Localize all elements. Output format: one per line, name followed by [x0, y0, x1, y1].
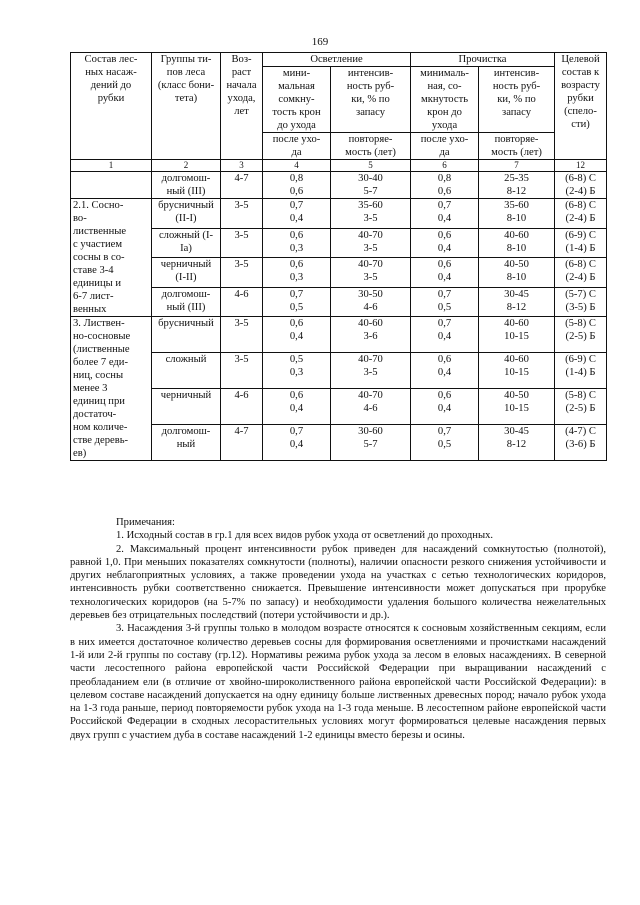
forest-type-cell	[152, 389, 221, 425]
header-composition-line: дений до	[90, 80, 132, 91]
closure-pr-cell-line: 0,7	[437, 318, 452, 329]
closure-pr-cell-line: 0,7	[437, 426, 452, 437]
forest-type-cell	[152, 258, 221, 288]
composition-cell-line: ном количе-	[73, 422, 128, 433]
composition-cell-line: единицы и	[73, 278, 122, 289]
composition-cell-line: ставе 3-4	[73, 265, 114, 276]
target-composition-cell	[555, 258, 607, 288]
forest-type-cell-line: ный (III)	[166, 301, 206, 313]
intensity-osv-cell-line: 3-5	[363, 272, 378, 283]
target-composition-cell-line: (3-5) Б	[565, 301, 596, 313]
composition-cell-line: достаточ-	[73, 409, 117, 420]
intensity-pr-cell-line: 10-15	[504, 403, 529, 414]
closure-osv-cell-line: 0,5	[289, 301, 304, 313]
forest-type-cell	[152, 199, 221, 229]
closure-pr-cell-line: 0,6	[437, 354, 452, 365]
target-composition-cell-line: (3-6) Б	[565, 439, 596, 450]
header-min-closure-pr-line: ная, со-	[427, 81, 462, 92]
intensity-osv-cell-line: 40-70	[358, 259, 383, 270]
closure-osv-cell	[263, 389, 331, 425]
forest-type-cell-line: (II-I)	[175, 213, 197, 224]
table-row	[71, 258, 607, 288]
target-composition-cell	[555, 317, 607, 353]
composition-cell-line: более 7 еди-	[73, 357, 128, 368]
header-forest-type-line: тета)	[174, 93, 198, 104]
intensity-pr-cell-line: 40-50	[504, 259, 529, 270]
closure-pr-cell-line: 0,5	[437, 301, 452, 313]
intensity-osv-cell	[331, 172, 411, 199]
intensity-osv-cell-line: 35-60	[358, 200, 383, 211]
composition-cell-line: с участием	[73, 239, 123, 250]
intensity-osv-cell-line: 30-50	[358, 288, 383, 300]
forest-type-cell-line: черничный	[160, 390, 212, 401]
header-target-composition-line: рубки	[567, 93, 594, 104]
column-number: 7	[479, 160, 555, 172]
intensity-pr-cell	[479, 389, 555, 425]
closure-osv-cell-line: 0,4	[289, 439, 304, 450]
table-row	[71, 287, 607, 317]
closure-pr-cell	[411, 287, 479, 317]
intensity-osv-cell-line: 3-6	[363, 331, 378, 342]
table-row	[71, 353, 607, 389]
age-cell: 3-5	[221, 228, 263, 258]
header-age-line: лет	[234, 106, 249, 117]
intensity-osv-cell	[331, 425, 411, 461]
forest-type-cell-line: ный (III)	[166, 186, 206, 197]
header-target-composition-line: Целевой	[561, 54, 600, 65]
header-prochistka: Прочистка	[411, 53, 555, 67]
closure-osv-cell-line: 0,8	[289, 173, 304, 184]
intensity-pr-cell	[479, 258, 555, 288]
target-composition-cell-line: (1-4) Б	[565, 242, 596, 254]
closure-pr-cell-line: 0,7	[437, 200, 452, 211]
closure-pr-cell	[411, 172, 479, 199]
intensity-osv-cell-line: 3-5	[363, 367, 378, 378]
table-row	[71, 389, 607, 425]
composition-cell-line: 6-7 лист-	[73, 291, 114, 302]
target-composition-cell	[555, 425, 607, 461]
intensity-pr-cell-line: 40-60	[504, 229, 529, 241]
intensity-pr-cell-line: 10-15	[504, 331, 529, 342]
closure-osv-cell-line: 0,7	[289, 426, 304, 437]
header-forest-type	[152, 53, 221, 160]
intensity-osv-cell	[331, 258, 411, 288]
target-composition-cell	[555, 389, 607, 425]
intensity-pr-cell	[479, 317, 555, 353]
composition-cell-line: менее 3	[73, 383, 108, 394]
closure-pr-cell-line: 0,4	[437, 242, 452, 254]
header-intensity-osv-line: запасу	[356, 107, 385, 118]
intensity-osv-cell-line: 5-7	[363, 439, 378, 450]
closure-osv-cell	[263, 172, 331, 199]
age-cell: 4-6	[221, 287, 263, 317]
forest-type-cell	[152, 287, 221, 317]
target-composition-cell-line: (6-9) С	[565, 229, 596, 241]
header-min-closure-pr-line: минималь-	[420, 68, 469, 79]
header-min-closure-pr-line: ухода	[431, 120, 458, 131]
intensity-osv-cell	[331, 287, 411, 317]
header-target-composition	[555, 53, 607, 160]
column-number: 12	[555, 160, 607, 172]
closure-osv-cell-line: 0,4	[289, 403, 304, 414]
intensity-pr-cell-line: 30-45	[504, 288, 529, 300]
header-intensity-pr-line: интенсив-	[493, 68, 540, 79]
closure-osv-cell	[263, 317, 331, 353]
closure-pr-cell-line: 0,6	[437, 259, 452, 270]
closure-osv-cell-line: 0,3	[289, 272, 304, 283]
target-composition-cell	[555, 172, 607, 199]
note-3: 3. Насаждения 3-й группы только в молодом возрасте относятся к сосновым хозяйственным секциям, если в них имеется достаточное количество деревьев сосны для формирования осветлениями и прочистками насаждений 1-й или 2-й группы по составу (гр.12). Нормативы режима рубок ухода за лесом в еловых насаждениях. В северной части лесостепного района европейской части Российской Федерации при выращивании насаждений с преобладанием ели (в отличие от хвойно-широколиственного района европейской части Российской Федерации): в целевом составе насаждений допускается на одну единицу больше лиственных древесных пород; начало рубок ухода на 1-3 года раньше, период повторяемости рубок ухода на 1-3 года меньше. В лесостепном районе европейской части Российской Федерации в сходных лесорастительных условиях могут формироваться целевые насаждения первых двух групп с участием дуба в составе насаждений 1-2 единицы вместо березы и осины.	[70, 623, 606, 741]
target-composition-cell	[555, 287, 607, 317]
closure-pr-cell-line: 0,4	[437, 272, 452, 283]
composition-cell	[71, 172, 152, 199]
header-after-pr	[411, 133, 479, 160]
intensity-osv-cell-line: 40-70	[358, 229, 383, 241]
table-row	[71, 199, 607, 229]
intensity-pr-cell-line: 40-50	[504, 390, 529, 401]
column-number: 3	[221, 160, 263, 172]
forest-type-cell-line: ный	[176, 439, 196, 450]
intensity-pr-cell-line: 8-12	[506, 186, 527, 197]
composition-cell	[71, 199, 152, 317]
intensity-pr-cell-line: 8-10	[506, 242, 527, 254]
forest-type-cell-line: Ia)	[180, 242, 192, 254]
closure-osv-cell-line: 0,5	[289, 354, 304, 365]
column-number: 1	[71, 160, 152, 172]
header-composition-line: ных насаж-	[85, 67, 137, 78]
closure-pr-cell-line: 0,5	[437, 439, 452, 450]
intensity-osv-cell-line: 40-70	[358, 390, 383, 401]
target-composition-cell-line: (2-4) Б	[565, 186, 596, 197]
closure-pr-cell-line: 0,6	[437, 186, 452, 197]
age-cell: 4-7	[221, 172, 263, 199]
forest-type-cell-line: долгомош-	[161, 173, 211, 184]
header-repeat-osv-line: мость (лет)	[345, 147, 396, 158]
composition-cell-line: единиц при	[73, 396, 125, 407]
closure-pr-cell	[411, 425, 479, 461]
composition-cell-line: 3. Листвен-	[73, 318, 125, 329]
forest-type-cell	[152, 172, 221, 199]
closure-osv-cell	[263, 258, 331, 288]
forest-type-cell	[152, 228, 221, 258]
intensity-pr-cell-line: 35-60	[504, 200, 529, 211]
closure-pr-cell-line: 0,4	[437, 213, 452, 224]
closure-osv-cell	[263, 425, 331, 461]
header-after-osv-line: да	[291, 147, 302, 158]
header-target-composition-line: состав к	[561, 67, 600, 78]
forest-type-cell-line: сложный	[165, 354, 207, 365]
intensity-pr-cell-line: 8-10	[506, 272, 527, 283]
intensity-osv-cell-line: 30-40	[358, 173, 383, 184]
closure-pr-cell-line: 0,4	[437, 331, 452, 342]
header-min-closure-pr-line: крон до	[427, 107, 462, 118]
column-numbers-row	[71, 160, 607, 172]
header-target-composition-line: (спело-	[564, 106, 597, 117]
forest-type-cell-line: долгомош-	[161, 288, 211, 300]
intensity-osv-cell-line: 40-60	[358, 318, 383, 329]
intensity-pr-cell-line: 8-10	[506, 213, 527, 224]
target-composition-cell-line: (6-9) С	[565, 354, 596, 365]
silviculture-table	[70, 52, 607, 461]
target-composition-cell-line: (5-7) С	[565, 288, 596, 300]
notes	[70, 516, 606, 742]
header-min-closure-osv-line: сомкну-	[278, 94, 315, 105]
header-age-line: раст	[231, 67, 252, 78]
closure-osv-cell	[263, 228, 331, 258]
header-min-closure-pr	[411, 67, 479, 133]
header-forest-type-line: Группы ти-	[160, 54, 212, 65]
forest-type-cell	[152, 425, 221, 461]
header-age-line: Воз-	[231, 54, 252, 65]
intensity-pr-cell	[479, 287, 555, 317]
column-number: 5	[331, 160, 411, 172]
composition-cell-line: лиственные	[73, 226, 127, 237]
target-composition-cell-line: (1-4) Б	[565, 367, 596, 378]
header-min-closure-osv-line: до ухода	[277, 120, 316, 131]
composition-cell-line: но-сосновые	[73, 331, 131, 342]
target-composition-cell-line: (2-4) Б	[565, 272, 596, 283]
composition-cell-line: (лиственные	[73, 344, 130, 355]
intensity-osv-cell	[331, 199, 411, 229]
header-age	[221, 53, 263, 160]
header-after-osv-line: после ухо-	[272, 134, 321, 145]
target-composition-cell-line: (2-4) Б	[565, 213, 596, 224]
header-min-closure-osv-line: мини-	[282, 68, 311, 79]
composition-cell-line: ниц, сосны	[73, 370, 124, 381]
note-2: 2. Максимальный процент интенсивности рубок приведен для насаждений сомкнутостью (полнотой), равной 1,0. При меньших показателях сомкнутости (полноты), наличии опасности резкого снижения устойчивости и других неблагоприятных условиях, а также проведении ухода на участках с сетью технологических коридоров, интенсивность рубки соответственно снижается. Превышение интенсивности может допускаться при прорубке технологических коридоров (на 5-7% по запасу) и необходимости удаления большого количества нежелательных деревьев без отрицательных последствий (потери устойчивости и др.).	[70, 543, 606, 622]
composition-cell-line: 2.1. Сосно-	[73, 200, 124, 211]
composition-cell-line: сосны в со-	[73, 252, 125, 263]
composition-cell-line: стве деревь-	[73, 435, 129, 446]
intensity-pr-cell-line: 40-60	[504, 318, 529, 329]
header-intensity-osv-line: ки, % по	[351, 94, 390, 105]
target-composition-cell-line: (5-8) С	[565, 390, 596, 401]
closure-osv-cell-line: 0,6	[289, 318, 304, 329]
intensity-osv-cell	[331, 228, 411, 258]
intensity-osv-cell-line: 30-60	[358, 426, 383, 437]
header-after-pr-line: да	[439, 147, 450, 158]
header-age-line: ухода,	[227, 93, 256, 104]
closure-pr-cell-line: 0,6	[437, 229, 452, 241]
header-osvetlenie: Осветление	[263, 53, 411, 67]
intensity-osv-cell-line: 4-6	[363, 403, 378, 414]
forest-type-cell-line: брусничный	[158, 318, 214, 329]
column-number: 2	[152, 160, 221, 172]
closure-pr-cell	[411, 199, 479, 229]
header-composition	[71, 53, 152, 160]
header-intensity-pr-line: запасу	[502, 107, 531, 118]
closure-pr-cell-line: 0,6	[437, 390, 452, 401]
table-row	[71, 228, 607, 258]
target-composition-cell-line: (6-8) С	[565, 200, 596, 211]
intensity-pr-cell	[479, 172, 555, 199]
closure-osv-cell-line: 0,6	[289, 229, 304, 241]
table-row	[71, 317, 607, 353]
header-repeat-osv-line: повторяе-	[348, 134, 393, 145]
target-composition-cell	[555, 199, 607, 229]
header-intensity-pr	[479, 67, 555, 133]
closure-osv-cell	[263, 353, 331, 389]
intensity-osv-cell	[331, 317, 411, 353]
header-composition-line: Состав лес-	[84, 54, 138, 65]
closure-osv-cell-line: 0,3	[289, 242, 304, 254]
closure-osv-cell-line: 0,7	[289, 200, 304, 211]
age-cell: 4-7	[221, 425, 263, 461]
forest-type-cell	[152, 353, 221, 389]
header-min-closure-osv-line: мальная	[278, 81, 315, 92]
column-number: 4	[263, 160, 331, 172]
table-row	[71, 425, 607, 461]
forest-type-cell	[152, 317, 221, 353]
intensity-pr-cell-line: 30-45	[504, 426, 529, 437]
header-age-line: начала	[226, 80, 257, 91]
header-repeat-osv	[331, 133, 411, 160]
closure-osv-cell-line: 0,4	[289, 213, 304, 224]
closure-pr-cell	[411, 258, 479, 288]
header-min-closure-osv	[263, 67, 331, 133]
age-cell: 4-6	[221, 389, 263, 425]
closure-osv-cell-line: 0,3	[289, 367, 304, 378]
intensity-osv-cell-line: 5-7	[363, 186, 378, 197]
closure-pr-cell-line: 0,8	[437, 173, 452, 184]
target-composition-cell-line: (2-5) Б	[565, 331, 596, 342]
intensity-pr-cell-line: 8-12	[506, 301, 527, 313]
header-repeat-pr	[479, 133, 555, 160]
intensity-pr-cell-line: 8-12	[506, 439, 527, 450]
target-composition-cell-line: (6-8) С	[565, 259, 596, 270]
closure-pr-cell	[411, 317, 479, 353]
page-number: 169	[311, 36, 329, 48]
closure-osv-cell-line: 0,6	[289, 259, 304, 270]
age-cell: 3-5	[221, 317, 263, 353]
forest-type-cell-line: брусничный	[158, 200, 214, 211]
header-intensity-pr-line: ность руб-	[492, 81, 541, 92]
note-1: 1. Исходный состав в гр.1 для всех видов рубок ухода от осветлений до проходных.	[116, 530, 494, 542]
intensity-osv-cell-line: 3-5	[363, 213, 378, 224]
age-cell: 3-5	[221, 353, 263, 389]
target-composition-cell	[555, 228, 607, 258]
column-number: 6	[411, 160, 479, 172]
header-intensity-osv	[331, 67, 411, 133]
intensity-pr-cell	[479, 228, 555, 258]
intensity-osv-cell-line: 3-5	[363, 242, 378, 254]
target-composition-cell-line: (5-8) С	[565, 318, 596, 329]
intensity-pr-cell-line: 40-60	[504, 354, 529, 365]
header-target-composition-line: возрасту	[561, 80, 600, 91]
table-row	[71, 172, 607, 199]
composition-cell-line: ев)	[73, 448, 87, 459]
intensity-osv-cell	[331, 389, 411, 425]
header-repeat-pr-line: повторяе-	[494, 134, 539, 145]
closure-pr-cell-line: 0,7	[437, 288, 452, 300]
header-row-1	[71, 53, 607, 67]
header-forest-type-line: (класс бони-	[157, 80, 215, 91]
intensity-osv-cell	[331, 353, 411, 389]
closure-pr-cell	[411, 228, 479, 258]
closure-osv-cell	[263, 199, 331, 229]
header-after-pr-line: после ухо-	[420, 134, 469, 145]
intensity-osv-cell-line: 40-70	[358, 354, 383, 365]
forest-type-cell-line: (I-II)	[175, 272, 197, 283]
forest-type-cell-line: сложный (I-	[158, 229, 214, 241]
header-repeat-pr-line: мость (лет)	[491, 147, 542, 158]
closure-pr-cell	[411, 353, 479, 389]
closure-osv-cell-line: 0,4	[289, 331, 304, 342]
header-target-composition-line: сти)	[571, 119, 590, 130]
intensity-pr-cell-line: 25-35	[504, 173, 529, 184]
closure-osv-cell-line: 0,6	[289, 186, 304, 197]
intensity-osv-cell-line: 4-6	[363, 301, 378, 313]
target-composition-cell	[555, 353, 607, 389]
closure-osv-cell	[263, 287, 331, 317]
age-cell: 3-5	[221, 199, 263, 229]
closure-pr-cell-line: 0,4	[437, 367, 452, 378]
intensity-pr-cell-line: 10-15	[504, 367, 529, 378]
intensity-pr-cell	[479, 353, 555, 389]
age-cell: 3-5	[221, 258, 263, 288]
header-forest-type-line: пов леса	[166, 67, 206, 78]
header-composition-line: рубки	[97, 93, 125, 104]
forest-type-cell-line: черничный	[160, 259, 212, 270]
composition-cell-line: венных	[73, 304, 107, 315]
target-composition-cell-line: (4-7) С	[565, 426, 596, 437]
target-composition-cell-line: (2-5) Б	[565, 403, 596, 414]
intensity-pr-cell	[479, 425, 555, 461]
notes-heading: Примечания:	[116, 517, 175, 528]
header-min-closure-osv-line: тость крон	[272, 107, 321, 118]
target-composition-cell-line: (6-8) С	[565, 173, 596, 184]
closure-pr-cell-line: 0,4	[437, 403, 452, 414]
header-intensity-osv-line: интенсив-	[347, 68, 394, 79]
forest-type-cell-line: долгомош-	[161, 426, 211, 437]
closure-osv-cell-line: 0,6	[289, 390, 304, 401]
intensity-pr-cell	[479, 199, 555, 229]
closure-osv-cell-line: 0,7	[289, 288, 304, 300]
composition-cell-line: во-	[73, 213, 87, 224]
header-min-closure-pr-line: мкнутость	[421, 94, 469, 105]
composition-cell	[71, 317, 152, 461]
header-after-osv	[263, 133, 331, 160]
header-intensity-pr-line: ки, % по	[497, 94, 536, 105]
header-intensity-osv-line: ность руб-	[346, 81, 395, 92]
closure-pr-cell	[411, 389, 479, 425]
